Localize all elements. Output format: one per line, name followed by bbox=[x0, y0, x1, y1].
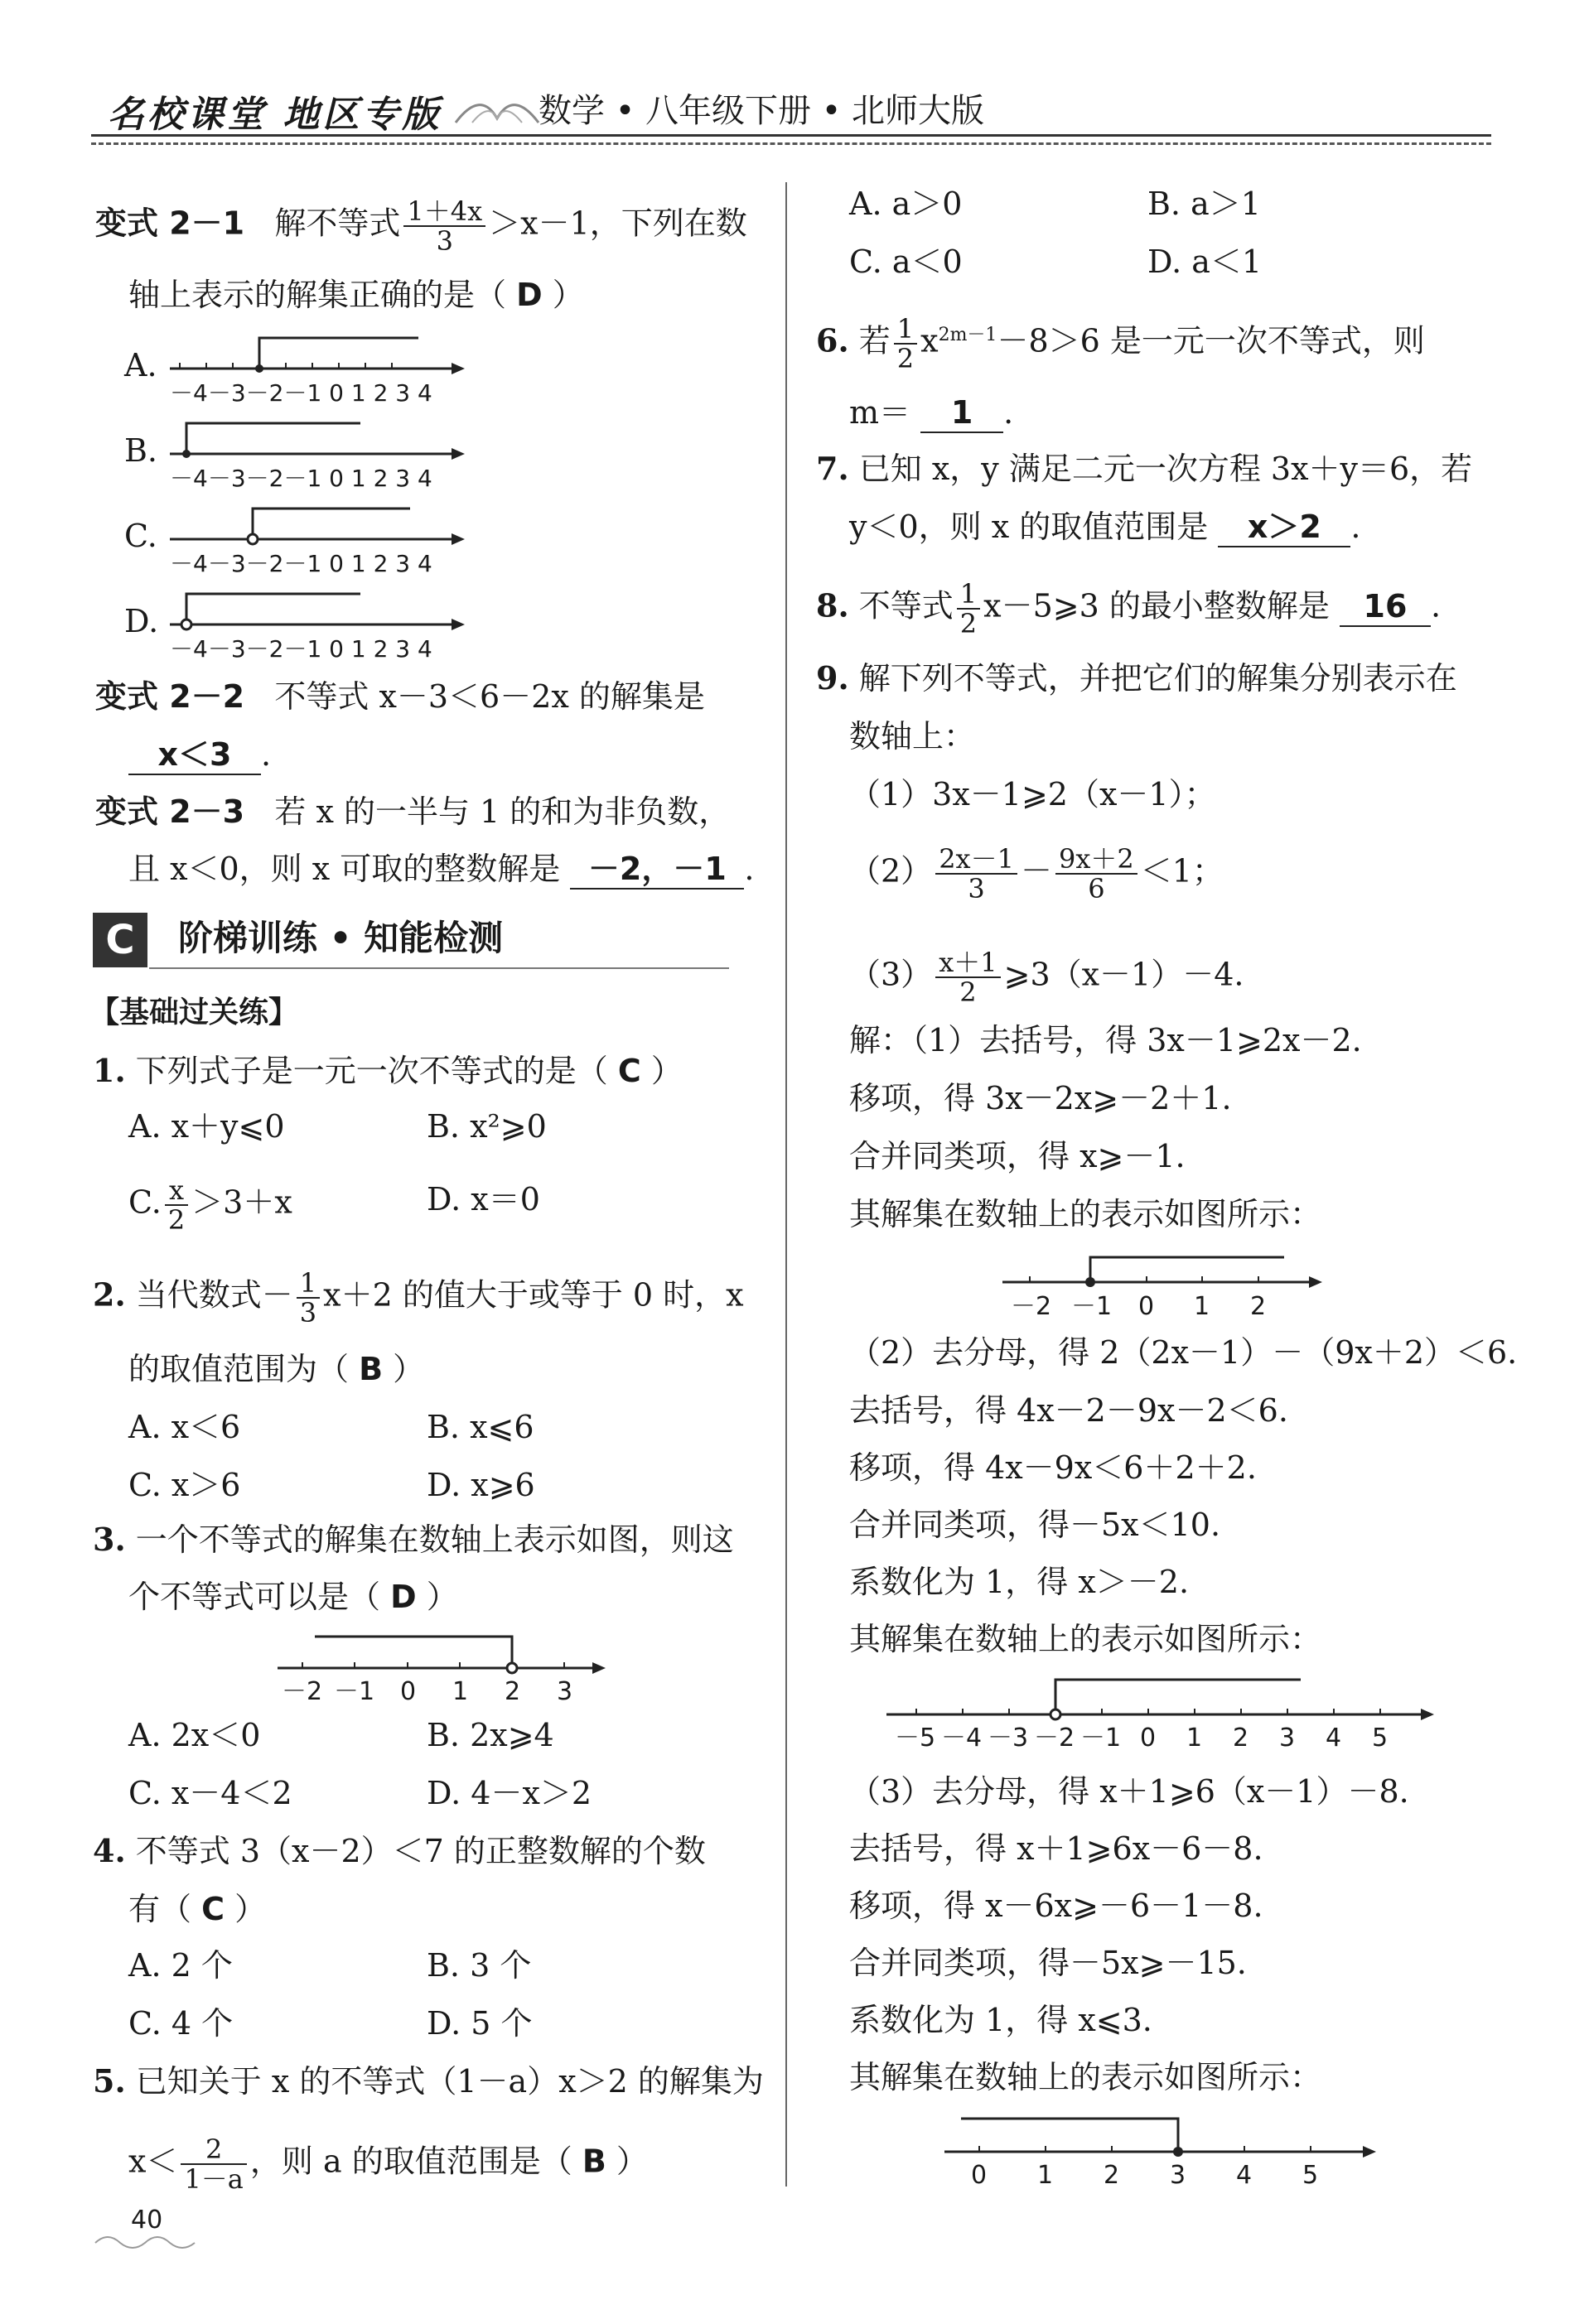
v21-frac-num: 1＋4x bbox=[403, 197, 485, 227]
sol2-line: 去括号，得 4x－2－9x－2＜6. bbox=[849, 1392, 1288, 1429]
q1-c-den: 2 bbox=[167, 1204, 186, 1236]
frac-den: 3 bbox=[968, 873, 985, 904]
q3-line1 bbox=[93, 1521, 734, 1559]
q3-option-c: C. x－4＜2 bbox=[128, 1775, 292, 1811]
section-rule bbox=[149, 967, 729, 969]
axis2-tick: 4 bbox=[1326, 1724, 1342, 1753]
axis3-tick: 3 bbox=[1170, 2161, 1186, 2190]
q7-line1 bbox=[816, 450, 1472, 488]
q1-c-frac bbox=[165, 1176, 188, 1234]
q4-num: 4. bbox=[93, 1832, 126, 1869]
frac-num: 9x＋2 bbox=[1055, 845, 1137, 875]
sol1-line: 解：（1）去括号，得 3x－1⩾2x－2. bbox=[849, 1022, 1362, 1058]
header-ornament-icon bbox=[447, 81, 547, 131]
q1-c-pre: C. bbox=[128, 1184, 162, 1221]
q3-tick: －2 bbox=[282, 1677, 323, 1706]
header-brand: 名校课堂 地区专版 bbox=[108, 94, 442, 136]
q4-line2 bbox=[128, 1890, 266, 1928]
q1-line bbox=[93, 1052, 683, 1090]
q3-option-a: A. 2x＜0 bbox=[128, 1717, 261, 1753]
q9-p2-pre: （2） bbox=[849, 852, 933, 890]
q5-option-a: A. a＞0 bbox=[849, 186, 963, 222]
v21-line1 bbox=[95, 197, 747, 255]
axis1-number-line bbox=[1002, 1242, 1334, 1325]
v21-label: 变式 2－1 bbox=[95, 205, 245, 242]
axis3-tick: 4 bbox=[1236, 2161, 1253, 2190]
q9-p3-frac bbox=[935, 948, 1000, 1006]
axis2-number-line bbox=[886, 1665, 1442, 1756]
q5-frac bbox=[181, 2135, 246, 2193]
ticks-c: －4－3－2－1 0 1 2 3 4 bbox=[170, 550, 432, 577]
axis1-tick: －2 bbox=[1011, 1292, 1052, 1321]
axis2-tick: －2 bbox=[1034, 1724, 1075, 1753]
v21-line2-text: 轴上表示的解集正确的是（ bbox=[128, 277, 507, 313]
sol2-line: 其解集在数轴上的表示如图所示： bbox=[849, 1621, 1322, 1657]
q4-option-b: B. 3 个 bbox=[427, 1947, 532, 1984]
axis1-tick: －1 bbox=[1071, 1292, 1113, 1321]
q4-option-c: C. 4 个 bbox=[128, 2005, 234, 2042]
v22-label: 变式 2－2 bbox=[95, 678, 245, 715]
v21-pre: 解不等式 bbox=[274, 205, 401, 242]
v21-option-b bbox=[124, 417, 472, 491]
q1-option-a: A. x＋y⩽0 bbox=[128, 1108, 285, 1145]
axis3-tick: 2 bbox=[1104, 2161, 1120, 2190]
q2-pre: 当代数式－ bbox=[135, 1276, 293, 1314]
sol1-line: 其解集在数轴上的表示如图所示： bbox=[849, 1196, 1322, 1232]
axis2-tick: 5 bbox=[1372, 1724, 1389, 1753]
q6-num: 6. bbox=[816, 321, 849, 359]
v23-text: 若 x 的一半与 1 的和为非负数， bbox=[274, 793, 731, 830]
q4-text: 不等式 3（x－2）＜7 的正整数解的个数 bbox=[135, 1833, 706, 1869]
axis3-number-line bbox=[944, 2104, 1384, 2195]
ticks-d: －4－3－2－1 0 1 2 3 4 bbox=[170, 635, 432, 663]
q3-line2 bbox=[128, 1578, 458, 1616]
frac-num: x＋1 bbox=[935, 948, 1000, 978]
q5-option-b: B. a＞1 bbox=[1147, 186, 1261, 222]
v22-end: . bbox=[261, 736, 272, 773]
axis1-tick: 2 bbox=[1250, 1292, 1267, 1321]
footer-ornament-icon bbox=[91, 2228, 199, 2253]
q5-frac-den: 1－a bbox=[184, 2163, 244, 2195]
sol3-line: 去括号，得 x＋1⩾6x－6－8. bbox=[849, 1830, 1263, 1867]
q5-post: ，则 a 的取值范围是（ bbox=[249, 2143, 572, 2180]
q3-num: 3. bbox=[93, 1521, 126, 1558]
q4-option-d: D. 5 个 bbox=[427, 2005, 533, 2042]
frac-den: 6 bbox=[1088, 873, 1105, 904]
q7-answer: x＞2 bbox=[1218, 508, 1350, 547]
v22-answer: x＜3 bbox=[128, 735, 261, 775]
q1-option-c bbox=[128, 1176, 292, 1234]
option-letter: A. bbox=[124, 347, 157, 383]
axis2-tick: 0 bbox=[1140, 1724, 1157, 1753]
q8-num: 8. bbox=[816, 586, 849, 624]
subsection-title: 【基础过关练】 bbox=[89, 996, 299, 1029]
q5-pre: x＜ bbox=[128, 2143, 178, 2180]
v23-line2 bbox=[128, 850, 754, 890]
q9-p2-post: ＜1； bbox=[1140, 852, 1224, 890]
sol3-line: 其解集在数轴上的表示如图所示： bbox=[849, 2059, 1322, 2095]
q5-text: 已知关于 x 的不等式（1－a）x＞2 的解集为 bbox=[135, 2063, 764, 2100]
q9-line2: 数轴上： bbox=[849, 718, 976, 755]
sol1-line: 合并同类项，得 x⩾－1. bbox=[849, 1138, 1186, 1174]
q7-line2 bbox=[849, 508, 1360, 547]
q9-p3-post: ⩾3（x－1）－4. bbox=[1003, 956, 1244, 993]
v23-line1 bbox=[95, 793, 730, 831]
q2-option-d: D. x⩾6 bbox=[427, 1467, 535, 1503]
ticks-b: －4－3－2－1 0 1 2 3 4 bbox=[170, 465, 432, 492]
v23-answer: －2，－1 bbox=[570, 850, 744, 890]
q5-frac-num: 2 bbox=[181, 2135, 246, 2165]
v21-option-a bbox=[124, 331, 472, 406]
q9-p2-frac2 bbox=[1055, 845, 1137, 903]
q5-option-d: D. a＜1 bbox=[1147, 243, 1263, 280]
q6-line1 bbox=[816, 315, 1425, 373]
q2-line1 bbox=[93, 1269, 744, 1327]
q7-end: . bbox=[1350, 509, 1361, 545]
q3-text: 一个不等式的解集在数轴上表示如图，则这 bbox=[135, 1521, 734, 1558]
q8-end: . bbox=[1430, 587, 1442, 624]
q1-num: 1. bbox=[93, 1052, 126, 1089]
axis2-tick: －5 bbox=[895, 1724, 936, 1753]
sol3-line: （3）去分母，得 x＋1⩾6（x－1）－8. bbox=[849, 1773, 1409, 1810]
v21-frac-den: 3 bbox=[436, 225, 453, 257]
q6-line2 bbox=[849, 393, 1013, 433]
q9-part2 bbox=[849, 845, 1224, 903]
sol2-line: 系数化为 1，得 x＞－2. bbox=[849, 1564, 1190, 1600]
axis2-tick: 3 bbox=[1279, 1724, 1296, 1753]
v21-answer: D bbox=[516, 277, 543, 313]
axis1-tick: 1 bbox=[1194, 1292, 1210, 1321]
q4-option-a: A. 2 个 bbox=[128, 1947, 233, 1984]
v21-post: ＞x－1，下列在数 bbox=[489, 205, 747, 242]
q6-exp: 2m－1 bbox=[938, 324, 997, 345]
axis3-tick: 0 bbox=[971, 2161, 988, 2190]
q9-part1: （1）3x－1⩾2（x－1）； bbox=[849, 776, 1216, 812]
q8-frac-den: 2 bbox=[959, 608, 978, 639]
q6-pre: 若 bbox=[858, 322, 891, 359]
q1-option-b: B. x²⩾0 bbox=[427, 1108, 547, 1145]
q3-option-d: D. 4－x＞2 bbox=[427, 1775, 592, 1811]
axis2-tick: －1 bbox=[1080, 1724, 1122, 1753]
q1-answer: C bbox=[617, 1053, 641, 1089]
frac-den: 2 bbox=[959, 976, 977, 1008]
sol3-line: 系数化为 1，得 x⩽3. bbox=[849, 2002, 1152, 2038]
q2-line2 bbox=[128, 1350, 424, 1388]
q5-answer: B bbox=[582, 2143, 606, 2180]
q3-tick: －1 bbox=[334, 1677, 375, 1706]
page-header bbox=[91, 76, 1491, 151]
q3-close: ） bbox=[426, 1579, 458, 1615]
axis2-tick: 1 bbox=[1186, 1724, 1203, 1753]
q6-frac bbox=[894, 315, 917, 373]
q9-num: 9. bbox=[816, 659, 849, 697]
q9-p2-frac1 bbox=[935, 845, 1017, 903]
v22-line2 bbox=[128, 735, 271, 775]
q1-option-d: D. x＝0 bbox=[427, 1181, 540, 1217]
sol2-line: 合并同类项，得－5x＜10. bbox=[849, 1507, 1221, 1543]
q8-pre: 不等式 bbox=[858, 587, 954, 624]
q2-post: x＋2 的值大于或等于 0 时，x bbox=[323, 1276, 744, 1314]
v22-line1 bbox=[95, 677, 705, 716]
q7-text: 已知 x，y 满足二元一次方程 3x＋y＝6，若 bbox=[858, 451, 1473, 487]
q3-number-line bbox=[278, 1625, 609, 1708]
q2-option-c: C. x＞6 bbox=[128, 1467, 241, 1503]
q8-frac-num: 1 bbox=[957, 580, 980, 610]
option-letter: C. bbox=[124, 518, 157, 554]
v22-text: 不等式 x－3＜6－2x 的解集是 bbox=[274, 678, 705, 715]
axis3-tick: 5 bbox=[1302, 2161, 1319, 2190]
q6-frac-den: 2 bbox=[896, 343, 915, 374]
q9-p3-pre: （3） bbox=[849, 956, 933, 993]
axis2-tick: －4 bbox=[941, 1724, 983, 1753]
axis1-tick: 0 bbox=[1138, 1292, 1155, 1321]
header-subject: 数学 • 八年级下册 • 北师大版 bbox=[539, 92, 985, 130]
frac-num: 2x－1 bbox=[935, 845, 1017, 875]
q6-frac-num: 1 bbox=[894, 315, 917, 345]
q5-option-c: C. a＜0 bbox=[849, 243, 963, 280]
axis2-tick: －3 bbox=[988, 1724, 1029, 1753]
q2-frac-num: 1 bbox=[297, 1269, 320, 1299]
q3-option-b: B. 2x⩾4 bbox=[427, 1717, 554, 1753]
q7-line2-text: y＜0，则 x 的取值范围是 bbox=[849, 509, 1209, 545]
q1-close: ） bbox=[650, 1053, 683, 1089]
v23-end: . bbox=[744, 851, 755, 887]
option-letter: B. bbox=[124, 432, 158, 469]
column-divider bbox=[785, 182, 787, 2187]
q8-frac bbox=[957, 580, 980, 638]
v23-label: 变式 2－3 bbox=[95, 793, 245, 830]
q2-close: ） bbox=[393, 1351, 425, 1387]
v21-option-d bbox=[124, 587, 472, 662]
q2-line2-text: 的取值范围为（ bbox=[128, 1351, 350, 1387]
q5-close: ） bbox=[616, 2143, 648, 2180]
q2-frac-den: 3 bbox=[299, 1297, 317, 1328]
q8-answer: 16 bbox=[1340, 587, 1431, 627]
q2-num: 2. bbox=[93, 1275, 126, 1314]
q8-line bbox=[816, 580, 1441, 638]
q4-answer: C bbox=[201, 1891, 225, 1927]
v21-close: ） bbox=[552, 277, 584, 313]
v23-line2-text: 且 x＜0，则 x 可取的整数解是 bbox=[128, 851, 561, 887]
ticks-a: －4－3－2－1 0 1 2 3 4 bbox=[170, 379, 432, 407]
header-rule-dashed bbox=[91, 142, 1491, 145]
q8-post: x－5⩾3 的最小整数解是 bbox=[983, 587, 1330, 624]
q9-p2-minus: － bbox=[1020, 852, 1052, 890]
q2-option-a: A. x＜6 bbox=[128, 1409, 241, 1445]
q1-text: 下列式子是一元一次不等式的是（ bbox=[135, 1053, 608, 1089]
q7-num: 7. bbox=[816, 450, 849, 487]
sol2-line: （2）去分母，得 2（2x－1）－（9x＋2）＜6. bbox=[849, 1334, 1518, 1371]
q5-num: 5. bbox=[93, 2062, 126, 2100]
q6-base: x bbox=[920, 322, 939, 359]
q4-line1 bbox=[93, 1832, 706, 1870]
axis3-tick: 1 bbox=[1037, 2161, 1054, 2190]
q6-end: . bbox=[1003, 394, 1014, 431]
sol3-line: 移项，得 x－6x⩾－6－1－8. bbox=[849, 1888, 1263, 1924]
q5-line1 bbox=[93, 2062, 764, 2100]
q2-answer: B bbox=[359, 1351, 384, 1387]
q9-line1 bbox=[816, 659, 1457, 697]
q4-line2-text: 有（ bbox=[128, 1891, 192, 1927]
page-number: 40 bbox=[131, 2206, 163, 2235]
q9-text: 解下列不等式，并把它们的解集分别表示在 bbox=[858, 660, 1457, 697]
v21-option-c bbox=[124, 502, 472, 576]
q1-c-num: x bbox=[165, 1176, 188, 1206]
v21-fraction bbox=[403, 197, 485, 255]
sol1-line: 移项，得 3x－2x⩾－2＋1. bbox=[849, 1080, 1232, 1116]
q2-frac bbox=[297, 1269, 320, 1327]
section-title: 阶梯训练 • 知能检测 bbox=[178, 918, 504, 958]
q3-tick: 0 bbox=[400, 1677, 417, 1706]
q3-answer: D bbox=[390, 1579, 417, 1615]
section-badge: C bbox=[93, 913, 147, 967]
q3-tick: 3 bbox=[557, 1677, 573, 1706]
axis2-tick: 2 bbox=[1233, 1724, 1249, 1753]
option-letter: D. bbox=[124, 603, 159, 639]
sol2-line: 移项，得 4x－9x＜6＋2＋2. bbox=[849, 1449, 1257, 1486]
q6-line2-text: m＝ bbox=[849, 394, 911, 431]
q1-c-post: ＞3＋x bbox=[191, 1184, 292, 1221]
q3-line2-text: 个不等式可以是（ bbox=[128, 1579, 381, 1615]
q3-tick: 1 bbox=[452, 1677, 469, 1706]
q4-close: ） bbox=[234, 1891, 267, 1927]
q5-line2 bbox=[128, 2135, 648, 2193]
q9-part3 bbox=[849, 948, 1244, 1006]
sol3-line: 合并同类项，得－5x⩾－15. bbox=[849, 1945, 1247, 1981]
header-rule bbox=[91, 134, 1491, 137]
q6-answer: 1 bbox=[920, 393, 1003, 433]
v21-line2 bbox=[128, 276, 584, 314]
q3-tick: 2 bbox=[505, 1677, 521, 1706]
q6-post: －8＞6 是一元一次不等式，则 bbox=[997, 322, 1425, 359]
q2-option-b: B. x⩽6 bbox=[427, 1409, 534, 1445]
